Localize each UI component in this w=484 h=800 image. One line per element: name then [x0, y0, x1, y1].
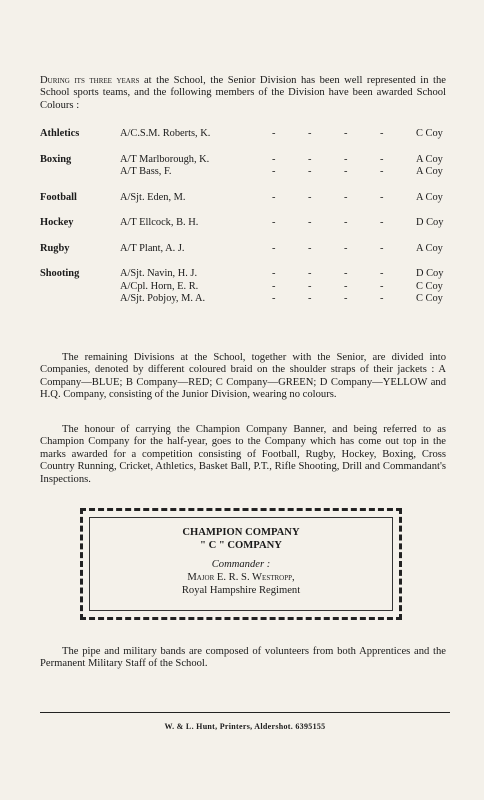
commander-label: Commander : — [211, 559, 271, 570]
member-name: A/Sjt. Navin, H. J. — [120, 268, 198, 279]
member-name: A/C.S.M. Roberts, K. — [120, 128, 211, 139]
sport-label: Football — [40, 191, 77, 203]
champion-company-box — [80, 508, 402, 620]
colours-row — [40, 243, 450, 256]
member-name: A/Cpl. Horn, E. R. — [120, 280, 199, 292]
school-colours-list — [40, 128, 450, 306]
company-label: C Coy — [416, 128, 443, 139]
member-name: A/T Plant, A. J. — [120, 242, 185, 254]
leader-dashes: - - - - — [272, 166, 384, 177]
companies-paragraph: The remaining Divisions at the School, together with the Senior, are divided into Companies, denoted by different coloured braid on the shoulder straps of their jackets : A Company—BLUE; B Company—RED; C Company—GREEN; D Company—YELLOW and H.Q. Company, consisting of the Junior Division, wearing no colours. — [40, 352, 446, 401]
company-label: D Coy — [416, 268, 444, 279]
leader-dashes: - - - - — [272, 268, 384, 279]
company-label: D Coy — [416, 217, 444, 228]
sport-label: Boxing — [40, 153, 72, 165]
colours-row — [40, 192, 450, 205]
colours-row — [40, 166, 450, 179]
sport-label: Shooting — [40, 268, 80, 279]
champion-company: " C " COMPANY — [200, 540, 282, 551]
leader-dashes: - - - - — [272, 191, 384, 203]
member-name: A/Sjt. Pobjoy, M. A. — [120, 293, 206, 304]
company-label: C Coy — [416, 280, 443, 292]
bands-paragraph: The pipe and military bands are composed of volunteers from both Apprentices and the Permanent Military Staff of the School. — [40, 646, 446, 670]
champion-title: CHAMPION COMPANY — [182, 527, 300, 538]
leader-dashes: - - - - — [272, 217, 384, 228]
leader-dashes: - - - - — [272, 280, 384, 292]
colours-row — [40, 293, 450, 306]
leader-dashes: - - - - — [272, 128, 384, 139]
member-name: A/T Marlborough, K. — [120, 153, 210, 165]
leader-dashes: - - - - — [272, 293, 384, 304]
company-label: A Coy — [416, 191, 443, 203]
intro-lead: During its three years — [40, 75, 140, 86]
colours-row — [40, 281, 450, 294]
footer-rule — [40, 712, 450, 713]
company-label: A Coy — [416, 242, 443, 254]
member-name: A/T Ellcock, B. H. — [120, 217, 199, 228]
member-name: A/Sjt. Eden, M. — [120, 191, 186, 203]
sport-label: Athletics — [40, 128, 80, 139]
banner-paragraph: The honour of carrying the Champion Company Banner, and being referred to as Champion Company for the half-year, goes to the Company which has come out top in the marks awarded for a competition consisting of Football, Rugby, Hockey, Boxing, Cross Country Running, Cricket, Athletics, Basket Ball, P.T., Rifle Shooting, Drill and Commandant's Inspections. — [40, 424, 446, 485]
intro-paragraph — [40, 75, 446, 112]
colours-row — [40, 154, 450, 167]
sport-label: Hockey — [40, 217, 74, 228]
colours-row — [40, 217, 450, 230]
sport-label: Rugby — [40, 242, 70, 254]
company-label: A Coy — [416, 153, 443, 165]
commander-regiment: Royal Hampshire Regiment — [181, 585, 301, 596]
leader-dashes: - - - - — [272, 242, 384, 254]
commander-name: Major E. R. S. Westropp, — [187, 572, 295, 583]
company-label: C Coy — [416, 293, 443, 304]
champion-box-inner — [89, 517, 393, 611]
printer-imprint: W. & L. Hunt, Printers, Aldershot. 6395155 — [164, 722, 326, 731]
company-label: A Coy — [416, 166, 443, 177]
colours-row — [40, 128, 450, 141]
intro-text: at the School, the Senior Division has been well represented in the School sports teams, and the following members of the Division have been awarded School Colours : — [40, 75, 447, 111]
leader-dashes: - - - - — [272, 153, 384, 165]
colours-row — [40, 268, 450, 281]
member-name: A/T Bass, F. — [120, 166, 172, 177]
